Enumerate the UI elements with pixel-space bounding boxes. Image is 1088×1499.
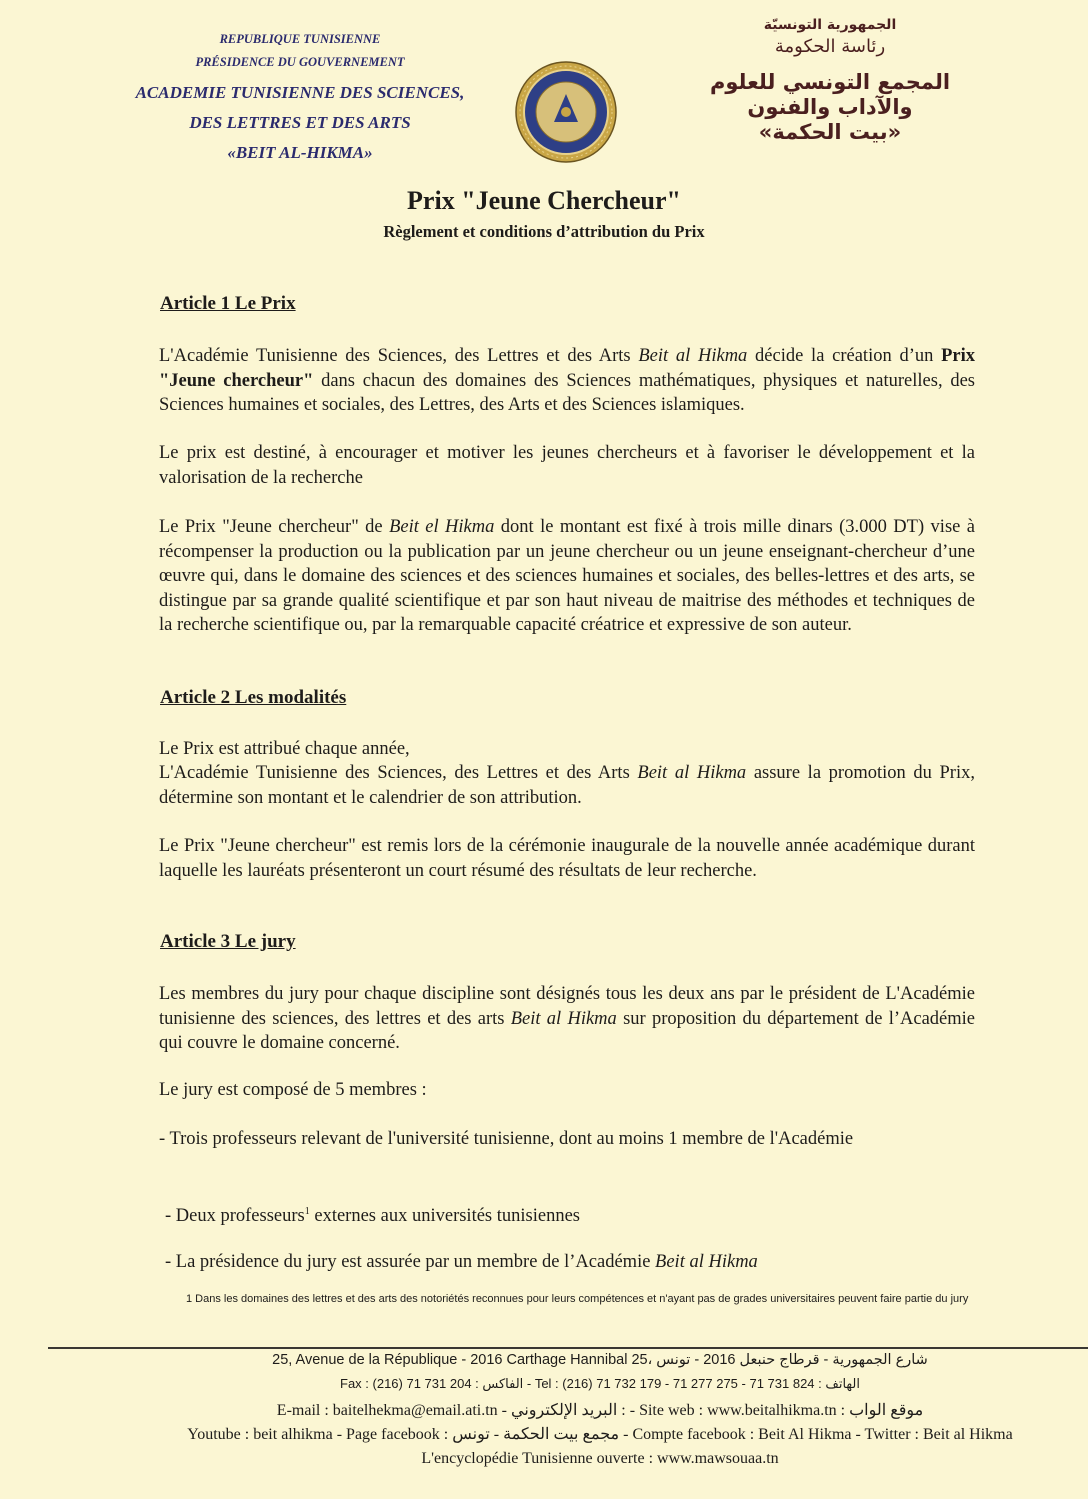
header-presidence: PRÉSIDENCE DU GOUVERNEMENT	[195, 55, 405, 69]
footer-divider	[48, 1347, 1088, 1349]
header-ar-government: رئاسة الحكومة	[774, 36, 886, 57]
header-ar-republic: الجمهورية التونسيّة	[763, 17, 897, 33]
footer-encyclopedia: L'encyclopédie Tunisienne ouverte : www.mawsouaa.tn	[421, 1450, 779, 1467]
footer-email: E-mail : baitelhekma@email.ati.tn - البريد الإلكتروني : - Site web : www.beitalhikma.tn : موقع الواب	[276, 1402, 924, 1419]
article3-item3: - La présidence du jury est assurée par un membre de l’Académie Beit al Hikma	[165, 1252, 758, 1272]
article2-paragraph2: L'Académie Tunisienne des Sciences, des Lettres et des Arts Beit al Hikma assure la promotion du Prix, détermine son montant et le calendrier de son attribution.	[159, 763, 975, 808]
article3-paragraph1: Les membres du jury pour chaque discipline sont désignés tous les deux ans par le président de L'Académie tunisienne des sciences, des lettres et des arts Beit al Hikma sur proposition du département de l’Académie qui couvre le domaine concerné.	[159, 984, 975, 1053]
article3-item2: - Deux professeurs$^1$ externes aux universités tunisiennes	[165, 1206, 580, 1227]
page-title: Prix "Jeune Chercheur"	[407, 186, 681, 215]
article1-paragraph1: L'Académie Tunisienne des Sciences, des Lettres et des Arts Beit al Hikma décide la création d’un Prix "Jeune chercheur" dans chacun des domaines des Sciences mathématiques, physiques et naturelles, des Sciences humaines et sociales, des Lettres, des Arts et des Sciences islamiques.	[159, 346, 975, 415]
header-academy-line3: «BEIT AL-HIKMA»	[227, 143, 373, 162]
article2-heading: Article 2 Les modalités	[160, 687, 347, 708]
header-ar-academy3: «بيت الحكمة»	[758, 120, 902, 144]
header-republic: REPUBLIQUE TUNISIENNE	[219, 32, 381, 46]
footnote: 1 Dans les domaines des lettres et des arts des notoriétés reconnues pour leurs compétences et n'ayant pas de grades universitaires peuvent faire partie du jury	[186, 1293, 969, 1305]
header-left	[100, 28, 500, 164]
article1-paragraph3: Le Prix "Jeune chercheur" de Beit el Hikma dont le montant est fixé à trois mille dinars (3.000 DT) vise à récompenser la production ou la publication par un jeune chercheur ou un jeune enseignant-chercheur d’une œuvre qui, dans le domaine des sciences et des sciences humaines et sociales, des belles-lettres et des arts, se distingue par sa grande qualité scientifique et par son haut niveau de maitrise des méthodes et techniques de la recherche scientifique ou, par la remarquable capacité créatrice et expressive de son auteur.	[159, 517, 975, 635]
page-subtitle: Règlement et conditions d’attribution du Prix	[383, 222, 705, 241]
article2-paragraph1: Le Prix est attribué chaque année,	[159, 739, 410, 759]
academy-seal-icon	[514, 60, 618, 164]
header-ar-academy2: والآداب والفنون	[747, 95, 913, 119]
header-academy-line1: ACADEMIE TUNISIENNE DES SCIENCES,	[135, 83, 465, 102]
article3-paragraph2: Le jury est composé de 5 membres :	[159, 1080, 427, 1100]
footer-address: 25, Avenue de la République - 2016 Carthage Hannibal 25، شارع الجمهورية - قرطاج حنبعل 2016 - تونس	[272, 1352, 928, 1368]
article3-item1: - Trois professeurs relevant de l'université tunisienne, dont au moins 1 membre de l'Académie	[159, 1129, 854, 1149]
article3-heading: Article 3 Le jury	[160, 931, 296, 952]
header-ar-academy1: المجمع التونسي للعلوم	[709, 70, 951, 94]
article1-heading: Article 1 Le Prix	[160, 293, 296, 314]
header-academy-line2: DES LETTRES ET DES ARTS	[189, 113, 411, 132]
article1-paragraph2: Le prix est destiné, à encourager et motiver les jeunes chercheurs et à favoriser le développement et la valorisation de la recherche	[159, 443, 975, 488]
footer-phones: Fax : (216) 71 731 204 : الفاكس - Tel : (216) 71 732 179 - 71 277 275 - 71 731 824 : الهاتف	[340, 1376, 860, 1391]
header-right	[690, 14, 970, 145]
article2-paragraph3: Le Prix "Jeune chercheur" est remis lors de la cérémonie inaugurale de la nouvelle année académique durant laquelle les lauréats présenteront un court résumé des résultats de leur recherche.	[159, 836, 975, 881]
footer-social: Youtube : beit alhikma - Page facebook : مجمع بيت الحكمة - تونس - Compte facebook : Beit Al Hikma - Twitter : Beit al Hikma	[187, 1426, 1013, 1443]
